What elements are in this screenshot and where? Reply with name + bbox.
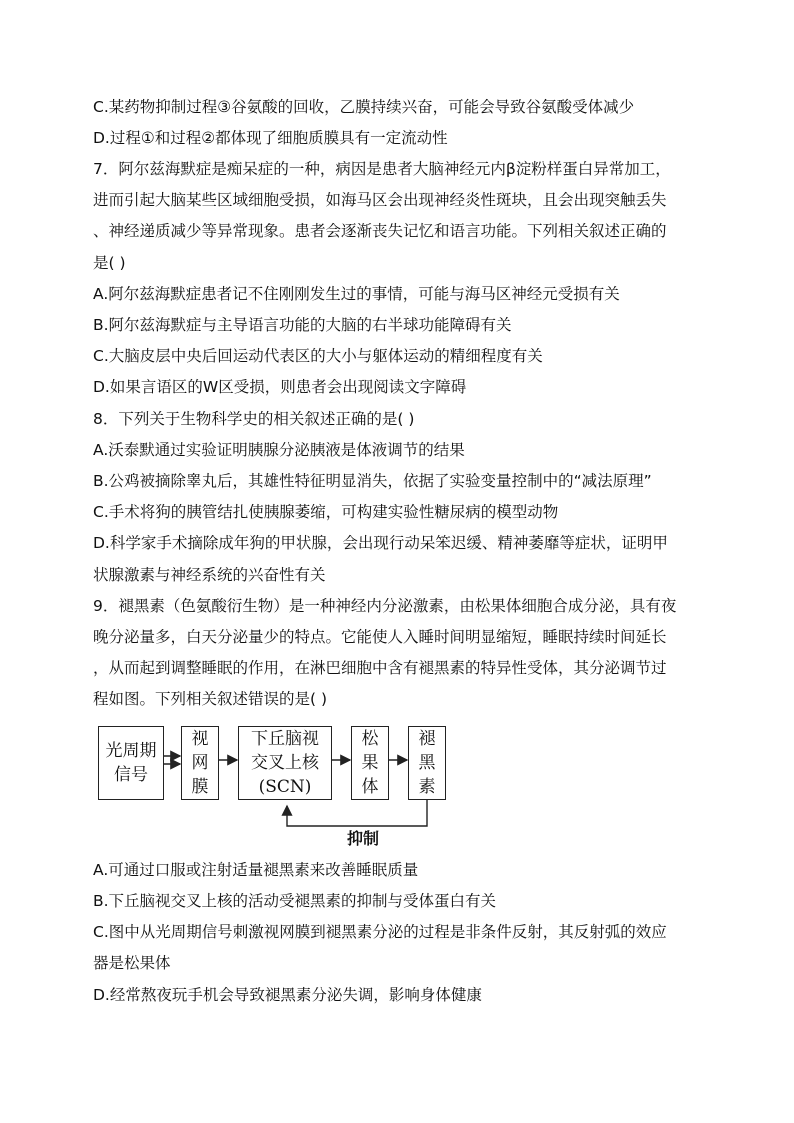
- melatonin-regulation-diagram: [95, 718, 455, 858]
- box-pineal-char-1: 松: [361, 729, 379, 749]
- q9-stem-line-2: 晚分泌量多，白天分泌量少的特点。它能使人入睡时间明显缩短，睡眠持续时间延长: [93, 628, 667, 646]
- feedback-label: 抑制: [346, 829, 379, 848]
- box-melatonin-char-3: 素: [418, 777, 436, 797]
- q7-stem-line-1: 7．阿尔兹海默症是痴呆症的一种，病因是患者大脑神经元内β淀粉样蛋白异常加工，: [93, 160, 671, 178]
- q7-option-d: D.如果言语区的W区受损，则患者会出现阅读文字障碍: [93, 378, 467, 396]
- box-melatonin-char-2: 黑: [418, 753, 436, 773]
- q9-option-a: A.可通过口服或注射适量褪黑素来改善睡眠质量: [93, 861, 419, 879]
- box-retina-char-1: 视: [191, 729, 209, 749]
- box-retina-char-3: 膜: [191, 777, 209, 797]
- q8-option-c: C.手术将狗的胰管结扎使胰腺萎缩，可构建实验性糖尿病的模型动物: [93, 503, 559, 521]
- q9-option-d: D.经常熬夜玩手机会导致褪黑素分泌失调，影响身体健康: [93, 986, 482, 1004]
- q9-stem-line-4: 程如图。下列相关叙述错误的是( ): [93, 690, 328, 708]
- box-pineal-char-2: 果: [361, 753, 379, 773]
- q6-option-d: D.过程①和过程②都体现了细胞质膜具有一定流动性: [93, 129, 448, 147]
- q8-option-a: A.沃泰默通过实验证明胰腺分泌胰液是体液调节的结果: [93, 441, 465, 459]
- box-light-signal-line-1: 光周期: [105, 741, 157, 761]
- q9-option-c-line-2: 器是松果体: [93, 954, 171, 972]
- q9-stem-line-1: 9．褪黑素（色氨酸衍生物）是一种神经内分泌激素，由松果体细胞合成分泌，具有夜: [93, 597, 677, 615]
- box-scn-line-1: 下丘脑视: [251, 729, 319, 749]
- q7-option-b: B.阿尔兹海默症与主导语言功能的大脑的右半球功能障碍有关: [93, 316, 512, 334]
- box-light-signal-line-2: 信号: [114, 765, 148, 785]
- box-light-signal: [98, 726, 164, 800]
- q9-option-b: B.下丘脑视交叉上核的活动受褪黑素的抑制与受体蛋白有关: [93, 892, 497, 910]
- q9-stem-line-3: ，从而起到调整睡眠的作用，在淋巴细胞中含有褪黑素的特异性受体，其分泌调节过: [93, 659, 667, 677]
- q7-option-c: C.大脑皮层中央后回运动代表区的大小与躯体运动的精细程度有关: [93, 347, 543, 365]
- box-retina: [181, 726, 219, 800]
- box-melatonin: [408, 726, 446, 800]
- q7-stem-line-2: 进而引起大脑某些区域细胞受损，如海马区会出现神经炎性斑块，且会出现突触丢失: [93, 191, 667, 209]
- q9-option-c-line-1: C.图中从光周期信号刺激视网膜到褪黑素分泌的过程是非条件反射，其反射弧的效应: [93, 923, 667, 941]
- box-scn-line-3: (SCN): [258, 777, 312, 797]
- q8-stem: 8．下列关于生物科学史的相关叙述正确的是( ): [93, 410, 415, 428]
- box-scn: [238, 726, 332, 800]
- box-pineal: [351, 726, 389, 800]
- arrow-feedback-inhibition: [287, 800, 427, 826]
- q8-option-b: B.公鸡被摘除睾丸后，其雄性特征明显消失，依据了实验变量控制中的“减法原理”: [93, 472, 652, 490]
- q8-option-d-line-2: 状腺激素与神经系统的兴奋性有关: [93, 566, 326, 584]
- box-retina-char-2: 网: [191, 753, 209, 773]
- q7-stem-line-3: 、神经递质减少等异常现象。患者会逐渐丧失记忆和语言功能。下列相关叙述正确的: [93, 222, 667, 240]
- q7-option-a: A.阿尔兹海默症患者记不住刚刚发生过的事情，可能与海马区神经元受损有关: [93, 285, 620, 303]
- q7-stem-line-4: 是( ): [93, 254, 126, 272]
- q8-option-d-line-1: D.科学家手术摘除成年狗的甲状腺，会出现行动呆笨迟缓、精神萎靡等症状，证明甲: [93, 534, 668, 552]
- box-melatonin-char-1: 褪: [418, 729, 436, 749]
- box-pineal-char-3: 体: [361, 777, 379, 797]
- q6-option-c: C.某药物抑制过程③谷氨酸的回收，乙膜持续兴奋，可能会导致谷氨酸受体减少: [93, 98, 635, 116]
- box-scn-line-2: 交叉上核: [251, 753, 319, 773]
